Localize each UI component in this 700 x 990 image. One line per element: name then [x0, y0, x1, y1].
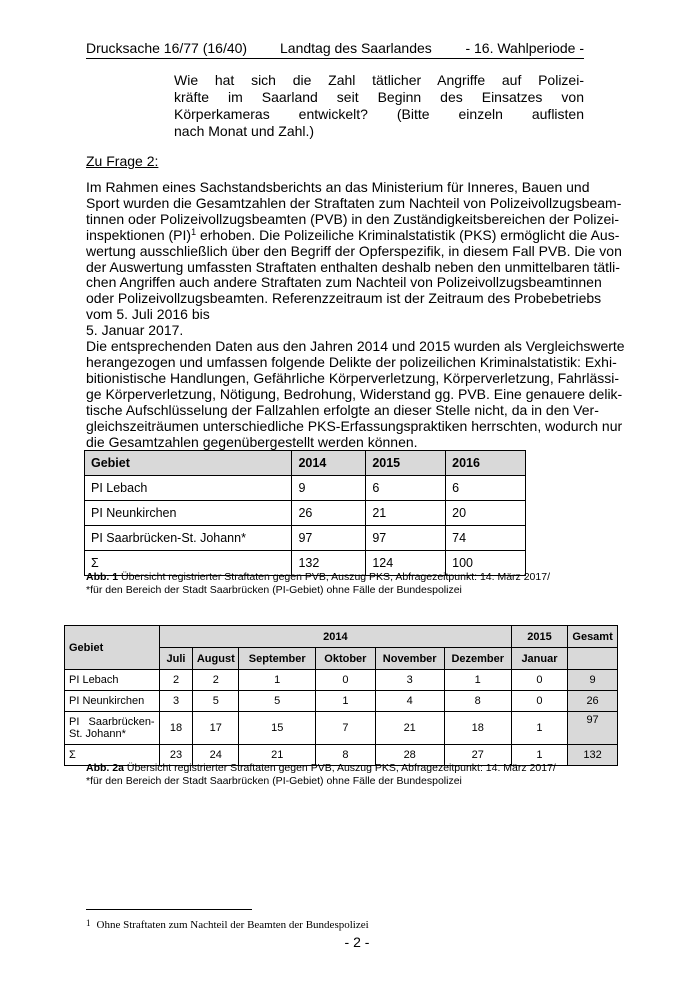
body-line: Die entsprechenden Daten aus den Jahren 2014 und 2015 wurden als Vergleichswerte: [86, 338, 625, 355]
question-text: [174, 72, 584, 140]
table-cell: 1: [444, 670, 511, 691]
caption-line: [86, 762, 556, 775]
body-line: chen Angriffen auch andere Straftaten zum Nachteil von Polizeivollzugsbeamtinnen: [86, 274, 602, 291]
figure-caption-1: [86, 571, 550, 597]
body-line: tische Aufschlüsselung der Fallzahlen erfolgte an dieser Stelle nicht, da in den Ver-: [86, 401, 599, 418]
total-cell: 9: [568, 670, 618, 691]
body-line: Im Rahmen eines Sachstandsberichts an das Ministerium für Inneres, Bauen und: [86, 179, 590, 195]
monthly-offenses-table: [64, 625, 618, 766]
table-row: [85, 476, 526, 501]
column-header: 2014: [159, 626, 511, 648]
month-header: Januar: [511, 648, 567, 670]
table-cell: 0: [316, 670, 376, 691]
column-header: 2015: [366, 451, 446, 476]
footnote: [86, 918, 369, 931]
month-header: November: [375, 648, 444, 670]
table-cell: 8: [316, 745, 376, 766]
caption-text: Übersicht registrierter Straftaten gegen PVB, Auszug PKS, Abfragezeitpunkt: 14. März 2017/: [123, 762, 556, 774]
table-cell: 21: [239, 745, 316, 766]
table-cell: 3: [375, 670, 444, 691]
question-line: Körperkameras entwickelt? (Bitte einzeln auflisten: [174, 106, 584, 122]
section-title: Zu Frage 2:: [86, 153, 159, 169]
page-number: [0, 934, 700, 950]
table-cell: [65, 712, 160, 745]
body-text-part: inspektionen (PI): [86, 226, 192, 243]
table-row: [65, 670, 618, 691]
table-cell: 2: [193, 670, 239, 691]
total-cell: 132: [568, 745, 618, 766]
footnote-divider: [86, 909, 252, 910]
table-cell: 5: [239, 691, 316, 712]
table-cell: 1: [316, 691, 376, 712]
footnote-mark: 1: [86, 918, 91, 928]
body-line: bitionistische Handlungen, Gefährliche Körperverletzung, Körperverletzung, Fahrlässi-: [86, 369, 620, 386]
page-number-text: - 2 -: [344, 934, 370, 950]
area-name-line: PI Saarbrücken-: [69, 716, 155, 728]
footnote-text: Ohne Straftaten zum Nachteil der Beamten der Bundespolizei: [96, 919, 369, 931]
caption-label: Abb. 1: [86, 571, 119, 583]
month-header: [568, 648, 618, 670]
page-header: [86, 38, 584, 59]
table-cell: Σ: [85, 551, 292, 576]
table-cell: 15: [239, 712, 316, 745]
table-cell: PI Neunkirchen: [85, 501, 292, 526]
table-header-row: [85, 451, 526, 476]
table-cell: 7: [316, 712, 376, 745]
total-cell: 97: [568, 712, 618, 745]
body-line: gleichszeiträumen unterschiedliche PKS-Erfassungspraktiken herrschten, wodurch nur: [86, 417, 623, 434]
table-row: [65, 712, 618, 745]
body-line: vom 5. Juli 2016 bis: [86, 306, 210, 323]
table-cell: 24: [193, 745, 239, 766]
table-header-row: [65, 626, 618, 648]
body-line: oder Polizeivollzugsbeamten. Referenzzeitraum ist der Zeitraum des Probebetriebs: [86, 290, 602, 307]
table-cell: 6: [366, 476, 446, 501]
table-cell: 1: [511, 745, 567, 766]
month-header: Juli: [159, 648, 192, 670]
table-cell: PI Saarbrücken-St. Johann*: [85, 526, 292, 551]
table-cell: 1: [239, 670, 316, 691]
table-cell: 2: [159, 670, 192, 691]
table-cell: 21: [375, 712, 444, 745]
month-header: Dezember: [444, 648, 511, 670]
table-cell: 5: [193, 691, 239, 712]
body-line: tinnen oder Polizeivollzugsbeamten (PVB) in den Zuständigkeitsbereichen der Polizei-: [86, 210, 620, 227]
body-line: ge Körperverletzung, Nötigung, Bedrohung, Widerstand gg. PVB. Eine genauere delik-: [86, 385, 623, 402]
table-cell: 0: [511, 691, 567, 712]
table-cell: 17: [193, 712, 239, 745]
body-text-part: erhoben. Die Polizeiliche Kriminalstatistik (PKS) ermöglicht die Aus-: [196, 226, 620, 243]
document-number: Drucksache 16/77 (16/40): [86, 40, 248, 56]
caption-note: *für den Bereich der Stadt Saarbrücken (PI-Gebiet) ohne Fälle der Bundespolizei: [86, 775, 462, 787]
caption-text: Übersicht registrierter Straftaten gegen PVB, Auszug PKS, Abfragezeitpunkt: 14. März 2017/: [118, 571, 550, 583]
answer-body: [86, 179, 625, 450]
body-line: herangezogen und umfassen folgende Delikte der polizeilichen Kriminalstatistik: Exhi-: [86, 353, 617, 370]
caption-note: *für den Bereich der Stadt Saarbrücken (PI-Gebiet) ohne Fälle der Bundespolizei: [86, 584, 462, 596]
table-cell: PI Lebach: [85, 476, 292, 501]
legislative-period: - 16. Wahlperiode -: [465, 40, 584, 56]
table-cell: 18: [159, 712, 192, 745]
table-cell: Σ: [65, 745, 160, 766]
footnote-reference: 1: [191, 226, 197, 237]
body-line: wertung ausschließlich über den Begriff der Opferspezifik, in diesem Fall PVB. Die von: [86, 242, 622, 259]
table-row: [65, 691, 618, 712]
table-cell: 26: [292, 501, 366, 526]
table-cell: 28: [375, 745, 444, 766]
table-cell: 4: [375, 691, 444, 712]
table-cell: PI Neunkirchen: [65, 691, 160, 712]
body-line: 5. Januar 2017.: [86, 322, 184, 339]
table-cell: 27: [444, 745, 511, 766]
table-cell: 74: [446, 526, 526, 551]
table-cell: 100: [446, 551, 526, 576]
area-name-line: St. Johann*: [69, 728, 126, 740]
table-row: [85, 501, 526, 526]
column-header: Gebiet: [85, 451, 292, 476]
table-cell: 1: [511, 712, 567, 745]
table-cell: 20: [446, 501, 526, 526]
body-line: [86, 226, 620, 244]
caption-line: [86, 571, 550, 584]
question-line: nach Monat und Zahl.): [174, 123, 315, 139]
body-line: der Auswertung umfassten Straftaten enthalten deshalb neben den unmittelbaren tätli-: [86, 258, 620, 275]
body-line: Sport wurden die Gesamtzahlen der Straftaten zum Nachteil von Polizeivollzugsbeam-: [86, 194, 622, 211]
table-cell: 23: [159, 745, 192, 766]
column-header: 2015: [511, 626, 567, 648]
table-cell: 97: [366, 526, 446, 551]
table-cell: 6: [446, 476, 526, 501]
column-header: Gesamt: [568, 626, 618, 648]
month-header: September: [239, 648, 316, 670]
body-line: die Gesamtzahlen gegenübergestellt werden können.: [86, 433, 418, 450]
table-cell: PI Lebach: [65, 670, 160, 691]
total-cell: 26: [568, 691, 618, 712]
table-cell: 8: [444, 691, 511, 712]
month-header: Oktober: [316, 648, 376, 670]
table-cell: 18: [444, 712, 511, 745]
table-cell: 97: [292, 526, 366, 551]
table-cell: 132: [292, 551, 366, 576]
table-cell: 21: [366, 501, 446, 526]
figure-caption-2a: [86, 762, 556, 788]
table-cell: 124: [366, 551, 446, 576]
column-header: 2016: [446, 451, 526, 476]
month-header: August: [193, 648, 239, 670]
question-line: kräfte im Saarland seit Beginn des Einsatzes von: [174, 89, 584, 105]
table-cell: 9: [292, 476, 366, 501]
column-header: 2014: [292, 451, 366, 476]
yearly-offenses-table: [84, 450, 526, 576]
parliament-name: Landtag des Saarlandes: [280, 40, 432, 56]
column-header: Gebiet: [65, 626, 160, 670]
table-row: [85, 526, 526, 551]
question-line: Wie hat sich die Zahl tätlicher Angriffe auf Polizei-: [174, 72, 584, 88]
caption-label: Abb. 2a: [86, 762, 124, 774]
table-cell: 0: [511, 670, 567, 691]
table-cell: 3: [159, 691, 192, 712]
